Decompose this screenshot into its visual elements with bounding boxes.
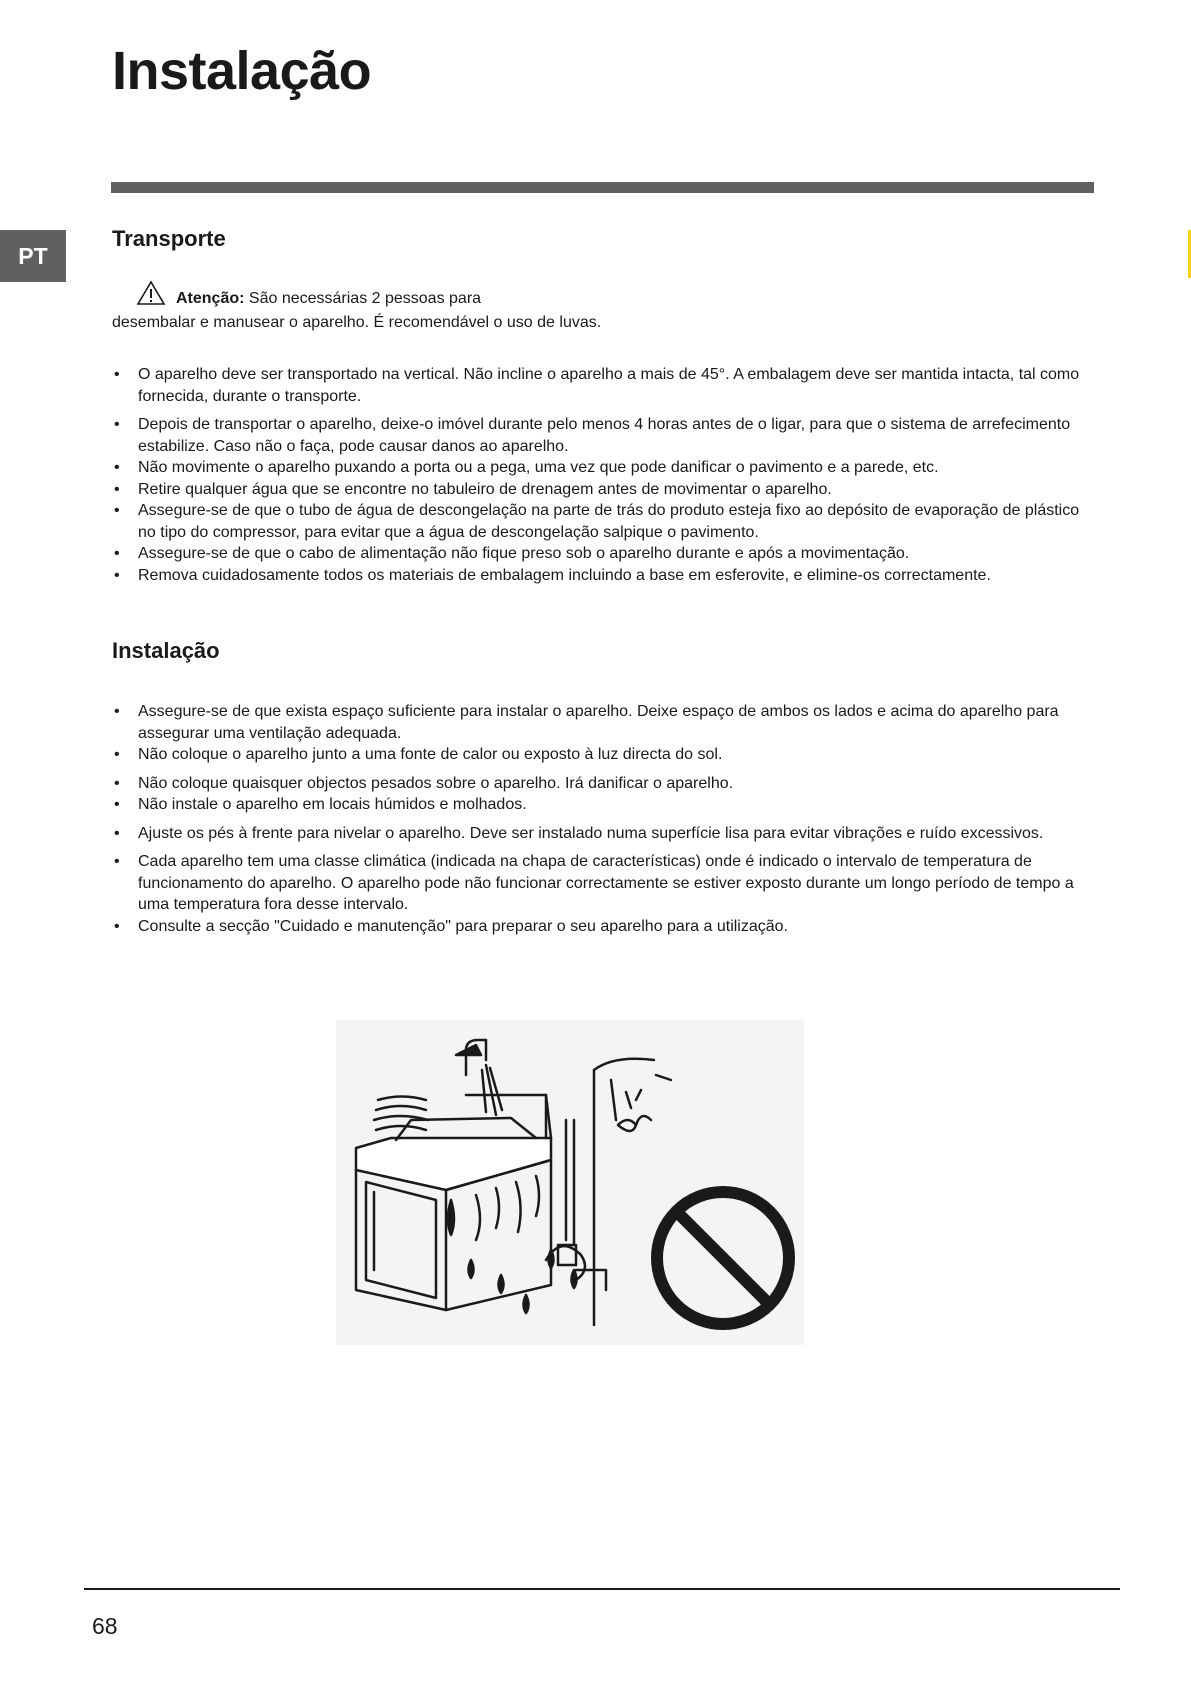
warning-text-1: São necessárias 2 pessoas para	[244, 290, 482, 307]
list-item: • Assegure-se de que exista espaço suficiente para instalar o aparelho. Deixe espaço de ambos os lados e acima do aparelho para assegurar uma ventilação adequada.	[112, 701, 1080, 744]
list-item: • Assegure-se de que o tubo de água de descongelação na parte de trás do produto esteja fixo ao depósito de evaporação de plástico no tipo do compressor, para evitar que a água de descongelação salpique o pavimento.	[112, 500, 1080, 543]
list-item: • Depois de transportar o aparelho, deixe-o imóvel durante pelo menos 4 horas antes de o ligar, para que o sistema de arrefecimento estabilize. Caso não o faça, pode causar danos ao aparelho.	[112, 414, 1080, 457]
title-divider	[111, 182, 1094, 193]
list-item: • Ajuste os pés à frente para nivelar o aparelho. Deve ser instalado numa superfície lisa para evitar vibrações e ruído excessivos.	[112, 823, 1080, 845]
warning-text-2: desembalar e manusear o aparelho. É recomendável o uso de luvas.	[112, 314, 602, 331]
list-item: • Não movimente o aparelho puxando a porta ou a pega, uma vez que pode danificar o pavimento e a parede, etc.	[112, 457, 1080, 479]
installation-list	[112, 701, 1080, 937]
list-item: • Assegure-se de que o cabo de alimentação não fique preso sob o aparelho durante e após a movimentação.	[112, 543, 1080, 565]
list-item: • Não instale o aparelho em locais húmidos e molhados.	[112, 794, 1080, 816]
transport-heading: Transporte	[112, 226, 226, 251]
list-item: • Consulte a secção "Cuidado e manutenção" para preparar o seu aparelho para a utilização.	[112, 916, 1080, 938]
warning-triangle-icon	[136, 280, 166, 312]
damp-location-illustration	[336, 1020, 804, 1345]
list-item: • Remova cuidadosamente todos os materiais de embalagem incluindo a base em esferovite, e elimine-os correctamente.	[112, 565, 1080, 587]
page-number: 68	[92, 1613, 118, 1639]
list-item: • Retire qualquer água que se encontre no tabuleiro de drenagem antes de movimentar o aparelho.	[112, 479, 1080, 501]
transport-warning	[112, 280, 1092, 333]
footer-divider	[84, 1588, 1120, 1590]
page-title: Instalação	[112, 41, 372, 101]
language-tab: PT	[0, 230, 66, 282]
list-item: • Cada aparelho tem uma classe climática (indicada na chapa de características) onde é indicado o intervalo de temperatura de funcionamento do aparelho. O aparelho pode não funcionar correctamente se estiver exposto durante um longo período de tempo a uma temperatura fora desse intervalo.	[112, 851, 1080, 916]
transport-list	[112, 364, 1080, 586]
warning-label: Atenção:	[176, 290, 245, 307]
installation-heading: Instalação	[112, 638, 220, 663]
list-item: • Não coloque quaisquer objectos pesados sobre o aparelho. Irá danificar o aparelho.	[112, 773, 1080, 795]
list-item: • O aparelho deve ser transportado na vertical. Não incline o aparelho a mais de 45°. A embalagem deve ser mantida intacta, tal como fornecida, durante o transporte.	[112, 364, 1080, 407]
list-item: • Não coloque o aparelho junto a uma fonte de calor ou exposto à luz directa do sol.	[112, 744, 1080, 766]
